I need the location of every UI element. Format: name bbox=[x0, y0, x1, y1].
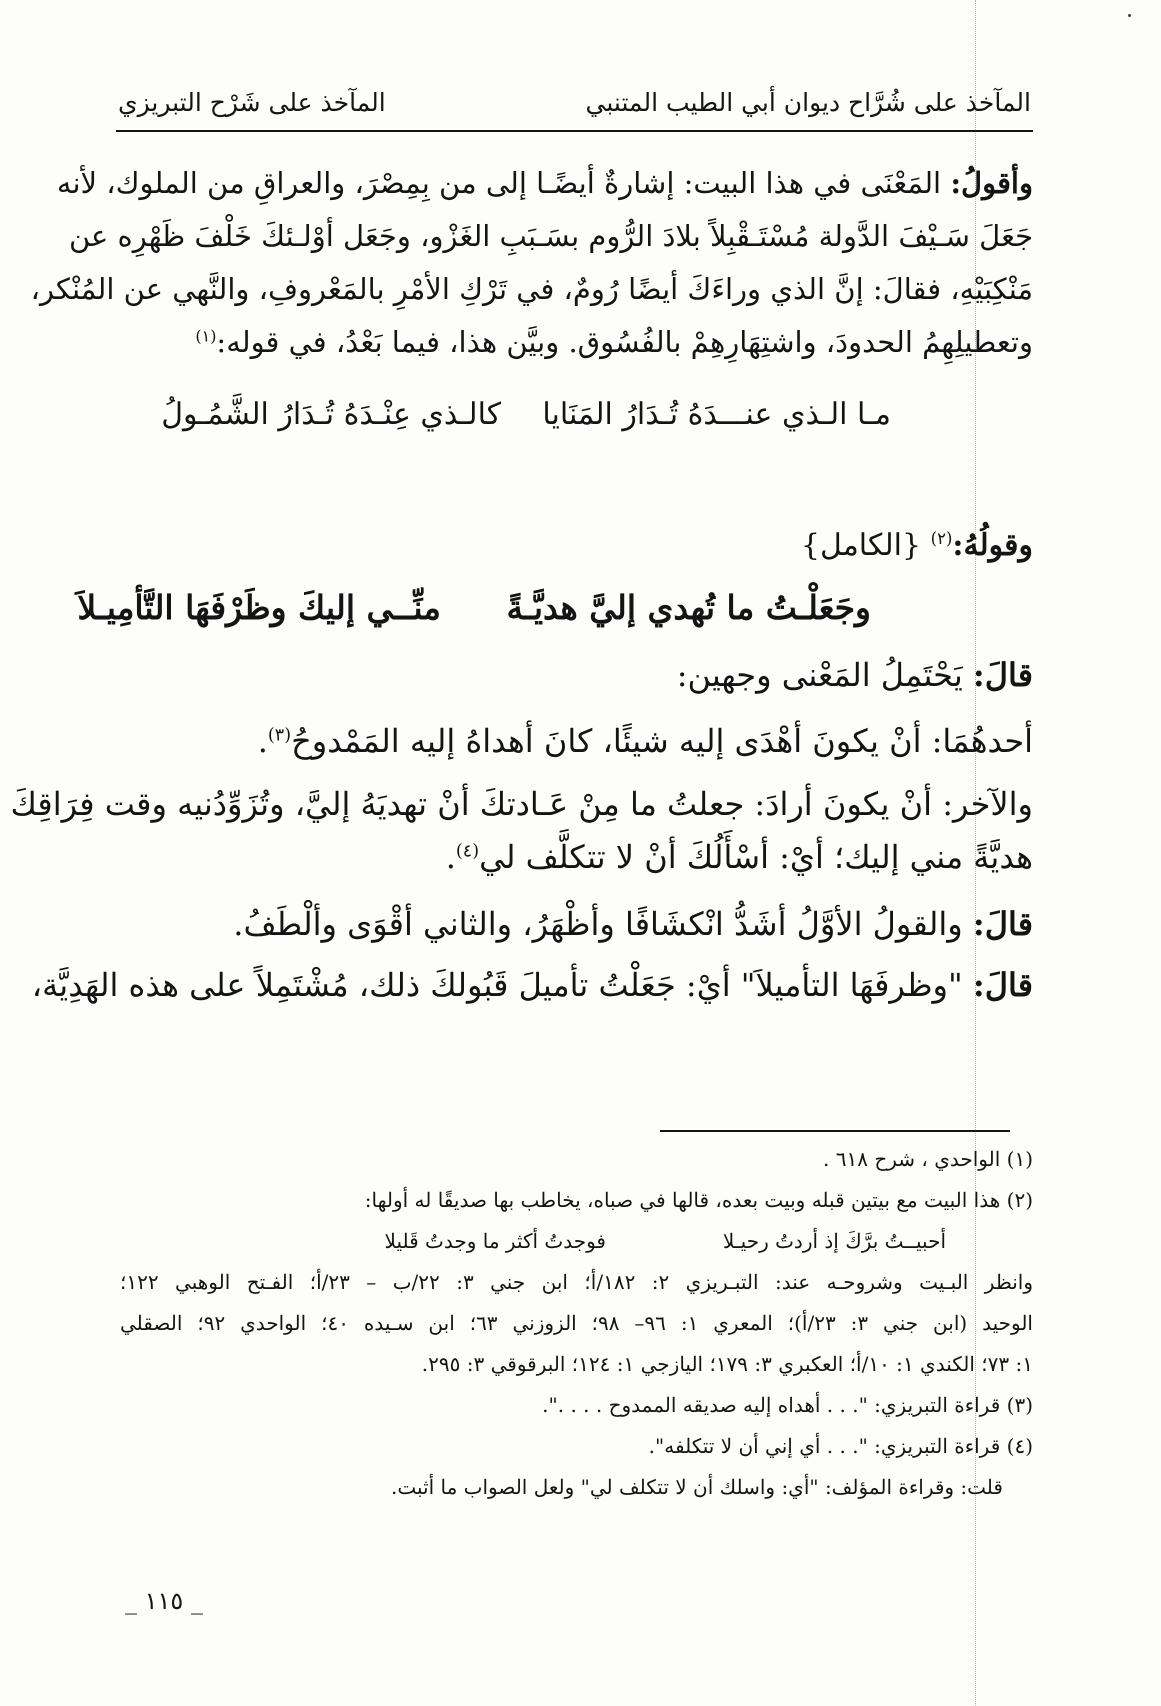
verse-2-second-hemistich: منِّــي إليكَ وظَرْفَهَا التَّأمِيـلاَ bbox=[77, 588, 441, 627]
footnote-2-line-3: وانظر البـيت وشروحـه عند: التبـريزي ٢: ١٨٢/أ؛ ابن جني ٣: ٢٢/ب – ٢٣/أ؛ الفـتح الوهبي ١٢٢؛ bbox=[120, 1270, 1033, 1294]
header-section-title: المآخذ على شَرْح التبريزي bbox=[118, 88, 386, 117]
verse-1-second-hemistich: كالـذي عِنْـدَهُ تُـدَارُ الشَّمُـولُ bbox=[161, 397, 501, 432]
footnote-ref-2: (٢) bbox=[930, 529, 953, 548]
verse-1-first-hemistich: مـا الـذي عنـــدَهُ تُـدَارُ المَنَايا bbox=[542, 397, 891, 432]
footnote-2: (٢) هذا البيت مع بيتين قبله وبيت بعده، قالها في صباه، يخاطب بها صديقًا له أولها: bbox=[364, 1188, 1033, 1212]
footnote-3: (٣) قراءة التبريزي: ". . . أهداه إليه صديقه الممدوح . . . .". bbox=[542, 1393, 1033, 1417]
commentary-line-3: والآخر: أنْ يكونَ أرادَ: جعلتُ ما مِنْ عَـادتكَ أنْ تهديَهُ إليَّ، وتُزَوِّدُنيه وقت فِرَاقِكَ bbox=[10, 785, 1033, 823]
verse-intro: وقولُهُ:$^{(٢)}$ {الكامل} bbox=[800, 528, 1033, 563]
commentary-line-5: قالَ: والقولُ الأوَّلُ أشَدُّ انْكشَافًا وأظْهَرُ، والثاني أقْوَى وألْطَفُ. bbox=[233, 905, 1033, 943]
footnote-2-verse-first: أحبيــتُ برَّكَ إذ أردتُ رحيـلا bbox=[722, 1229, 946, 1253]
footnote-2-verse-second: فوجدتُ أكثر ما وجدتُ قَليلا bbox=[384, 1229, 606, 1253]
footnote-ref-4: (٤) bbox=[455, 841, 480, 862]
author-lead: وأقولُ: bbox=[950, 166, 1033, 200]
verse-2-first-hemistich: وجَعَلْـتُ ما تُهدي إليَّ هديَّـةً bbox=[506, 588, 871, 627]
commentary-line-1: قالَ: يَحْتَمِلُ المَعْنى وجهين: bbox=[676, 656, 1033, 694]
commentary-line-6: قالَ: "وظرفَهَا التأميلاَ" أيْ: جَعَلْتُ تأميلَ قَبُولكَ ذلك، مُشْتَمِلاً على هذه الهَدِيَّة، bbox=[31, 966, 1033, 1004]
footnote-1: (١) الواحدي ، شرح ٦١٨ . bbox=[823, 1147, 1033, 1171]
footnote-ref-3: (٣) bbox=[267, 725, 292, 746]
commentary-line-2: أحدهُمَا: أنْ يكونَ أهْدَى إليه شيئًا، كانَ أهداهُ إليه المَمْدوحُ$^{(٣)}$. bbox=[257, 722, 1033, 760]
body-line-3: مَنْكِبَيْهِ، فقالَ: إنَّ الذي وراءَكَ أيضًا رُومٌ، في تَرْكِ الأمْرِ بالمَعْروفِ، والنَّهي عن المُنْكر، bbox=[30, 272, 1033, 306]
page-number: _ ١١٥ _ bbox=[125, 1587, 203, 1615]
meter-label: {الكامل} bbox=[800, 528, 922, 563]
header-book-title: المآخذ على شُرَّاح ديوان أبي الطيب المتنبي bbox=[585, 88, 1031, 117]
scan-speck bbox=[1128, 14, 1131, 17]
body-line-2: جَعَلَ سَـيْفَ الدَّولة مُسْتَـقْبِلاً بلادَ الرُّوم بسَـبَبِ الغَزْو، وجَعَل أوْلـئكَ خَلْفَ ظَهْرِه عن bbox=[68, 219, 1033, 253]
footnote-2-line-4: الوحيد (ابن جني ٣: ٢٣/أ)؛ المعري ١: ٩٦– ٩٨؛ الزوزني ٦٣؛ ابن سـيده ٤٠؛ الواحدي ٩٢؛ الصقلي bbox=[120, 1311, 1033, 1335]
header-rule bbox=[116, 130, 1033, 132]
footnote-4-note: قلت: وقراءة المؤلف: "أي: واسلك أن لا تتكلف لي" ولعل الصواب ما أثبت. bbox=[390, 1475, 1003, 1499]
commentary-line-4: هديَّةً مني إليك؛ أيْ: أسْأَلُكَ أنْ لا تتكلَّف لي$^{(٤)}$. bbox=[445, 838, 1033, 876]
body-line-4: وتعطيلِهِمُ الحدودَ، واشتِهَارِهِمْ بالفُسُوق. وبيَّن هذا، فيما بَعْدُ، في قوله:$^{(١)}$ bbox=[195, 325, 1033, 359]
footnote-ref-1: (١) bbox=[195, 326, 217, 346]
body-line-1: وأقولُ: المَعْنَى في هذا البيت: إشارةٌ أيضًـا إلى من بِمِصْرَ، والعراقِ من الملوك، لأنه bbox=[56, 166, 1033, 200]
footnote-4: (٤) قراءة التبريزي: ". . . أي إني أن لا تتكلفه". bbox=[648, 1434, 1033, 1458]
footnote-2-line-5: ١: ٧٣؛ الكندي ١: ١٠/أ؛ العكبري ٣: ١٧٩؛ اليازجي ١: ١٢٤؛ البرقوقي ٣: ٢٩٥. bbox=[421, 1352, 1033, 1376]
footnote-rule bbox=[660, 1130, 1010, 1132]
